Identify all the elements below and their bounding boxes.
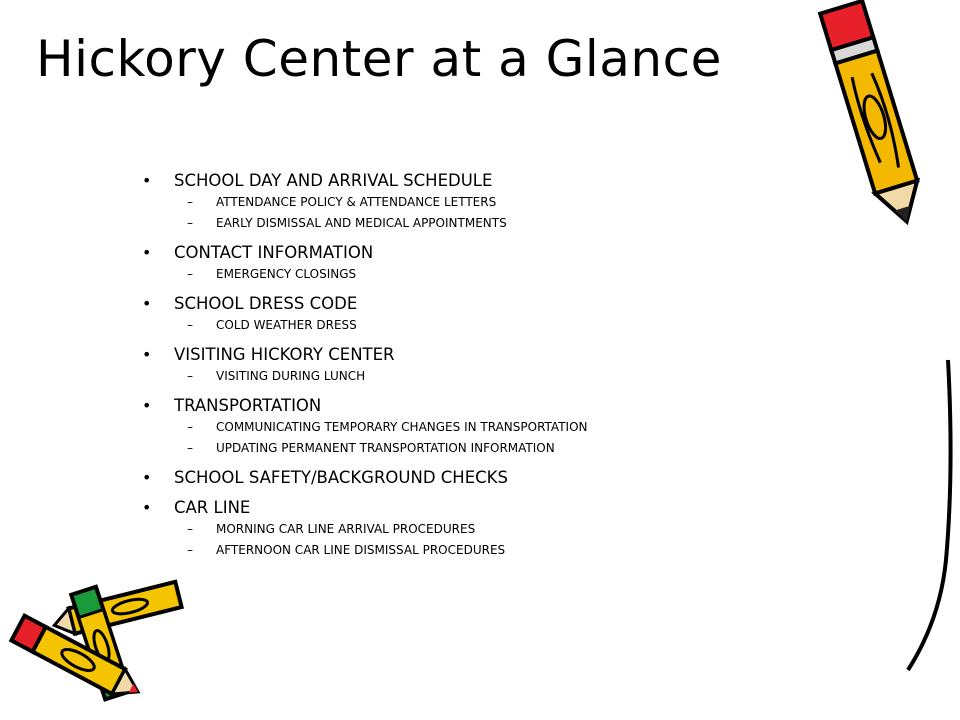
bullet-text: TRANSPORTATION: [174, 396, 322, 415]
sub-bullet-text: MORNING CAR LINE ARRIVAL PROCEDURES: [216, 522, 476, 536]
bullet-text: SCHOOL SAFETY/BACKGROUND CHECKS: [174, 468, 508, 487]
bullet-marker: •: [142, 345, 152, 364]
bullet-item: [140, 467, 820, 489]
bullet-marker: •: [142, 396, 152, 415]
dash-marker: –: [187, 369, 193, 383]
bullet-text: CAR LINE: [174, 498, 251, 517]
crayons-icon: [0, 578, 200, 720]
dash-marker: –: [187, 216, 193, 230]
sub-bullet-text: VISITING DURING LUNCH: [216, 369, 366, 383]
bullet-item: [140, 344, 820, 366]
sub-bullet-item: [140, 213, 820, 234]
bullet-text: CONTACT INFORMATION: [174, 243, 374, 262]
sub-bullet-item: [140, 315, 820, 336]
sub-bullet-item: [140, 540, 820, 561]
bullet-item: [140, 293, 820, 315]
sub-bullet-item: [140, 417, 820, 438]
bullet-marker: •: [142, 171, 152, 190]
sub-bullet-item: [140, 519, 820, 540]
slide-outline: [140, 170, 820, 561]
bullet-text: SCHOOL DRESS CODE: [174, 294, 358, 313]
sub-bullet-item: [140, 264, 820, 285]
pencil-icon: [800, 0, 960, 720]
sub-bullet-item: [140, 366, 820, 387]
sub-bullet-item: [140, 192, 820, 213]
dash-marker: –: [187, 441, 193, 455]
dash-marker: –: [187, 543, 193, 557]
bullet-marker: •: [142, 468, 152, 487]
sub-bullet-text: EMERGENCY CLOSINGS: [216, 267, 357, 281]
slide-title: Hickory Center at a Glance: [36, 30, 722, 88]
sub-bullet-text: COMMUNICATING TEMPORARY CHANGES IN TRANSPORTATION: [216, 420, 588, 434]
dash-marker: –: [187, 195, 193, 209]
sub-bullet-text: EARLY DISMISSAL AND MEDICAL APPOINTMENTS: [216, 216, 507, 230]
bullet-item: [140, 170, 820, 192]
dash-marker: –: [187, 267, 193, 281]
bullet-item: [140, 395, 820, 417]
bullet-text: VISITING HICKORY CENTER: [174, 345, 395, 364]
sub-bullet-item: [140, 438, 820, 459]
bullet-marker: •: [142, 498, 152, 517]
bullet-text: SCHOOL DAY AND ARRIVAL SCHEDULE: [174, 171, 493, 190]
dash-marker: –: [187, 420, 193, 434]
sub-bullet-text: UPDATING PERMANENT TRANSPORTATION INFORMATION: [216, 441, 555, 455]
dash-marker: –: [187, 522, 193, 536]
bullet-item: [140, 497, 820, 519]
bullet-item: [140, 242, 820, 264]
bullet-marker: •: [142, 243, 152, 262]
sub-bullet-text: COLD WEATHER DRESS: [216, 318, 357, 332]
sub-bullet-text: ATTENDANCE POLICY & ATTENDANCE LETTERS: [216, 195, 497, 209]
dash-marker: –: [187, 318, 193, 332]
bullet-marker: •: [142, 294, 152, 313]
sub-bullet-text: AFTERNOON CAR LINE DISMISSAL PROCEDURES: [216, 543, 506, 557]
